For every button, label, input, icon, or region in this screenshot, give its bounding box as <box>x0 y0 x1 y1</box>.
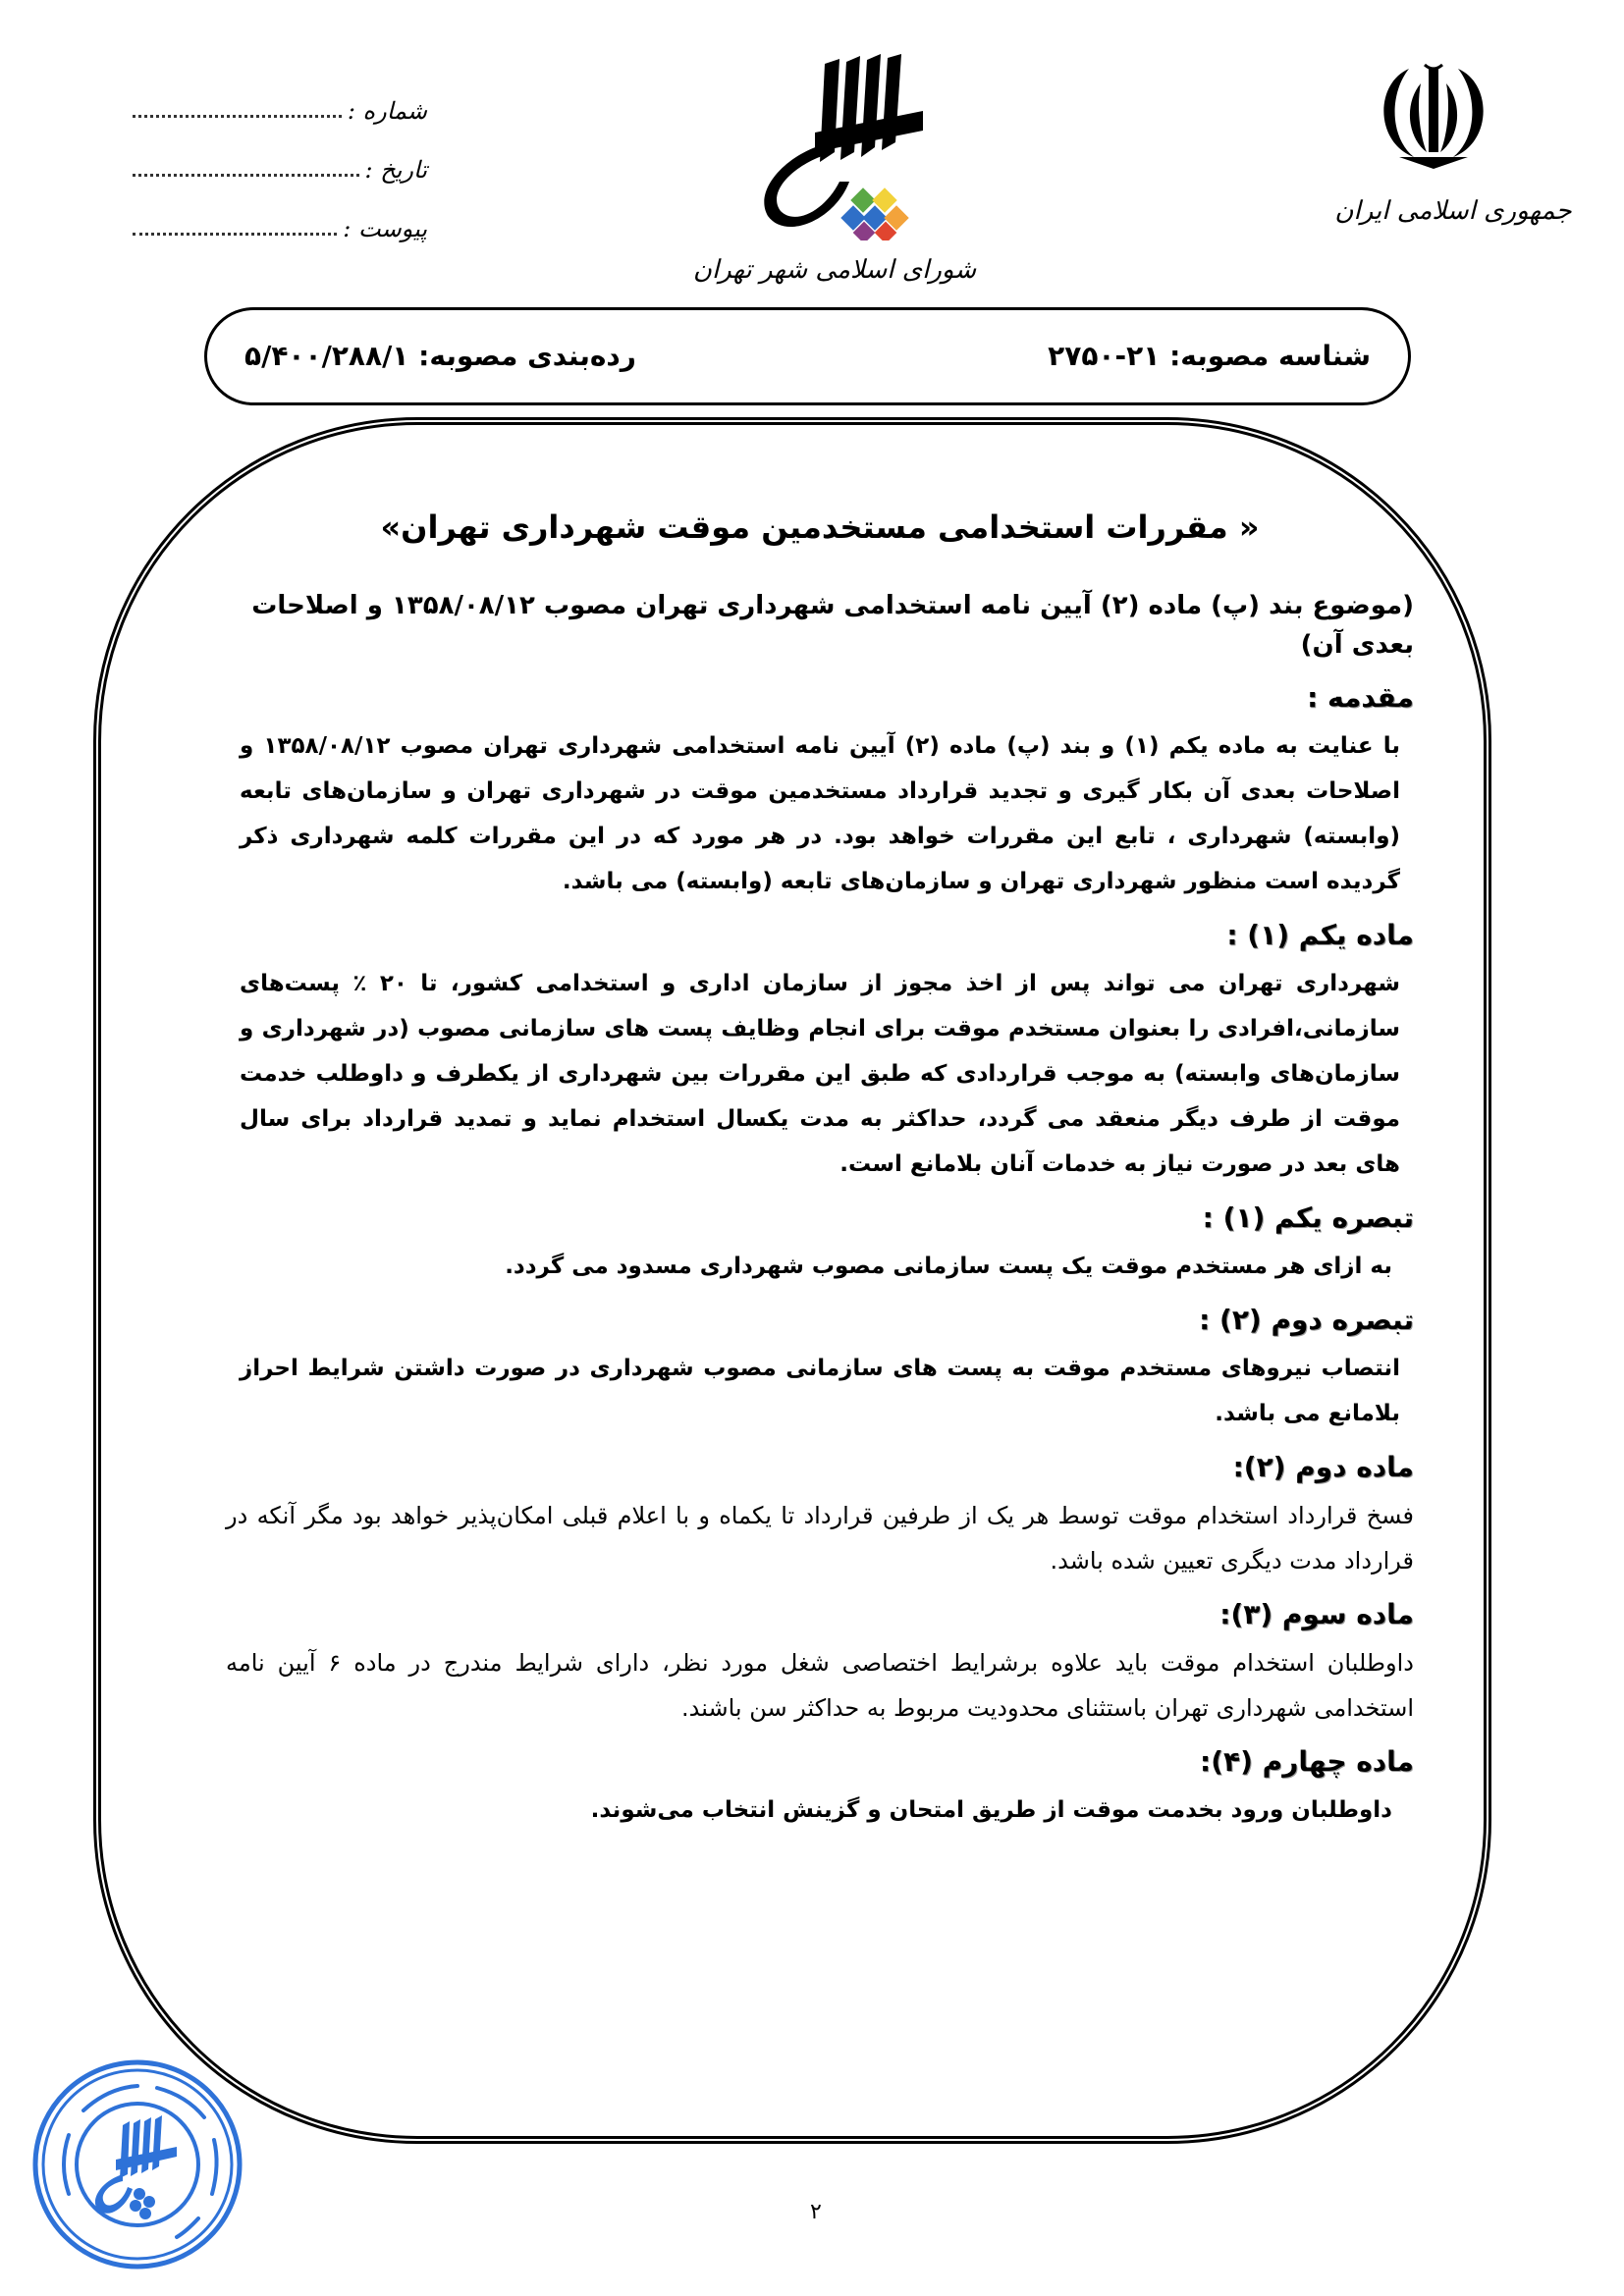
date-field <box>133 145 427 185</box>
council-logo-caption: شورای اسلامی شهر تهران <box>692 255 977 285</box>
section-heading: ماده یکم (۱) : <box>1226 919 1414 951</box>
date-label: تاریخ : <box>364 156 427 184</box>
section-note-1 <box>226 1193 1414 1289</box>
number-dotted-line <box>133 115 342 118</box>
council-emblem-icon <box>756 44 933 240</box>
section-heading: ماده دوم (۲): <box>1232 1451 1414 1483</box>
section-article-4 <box>226 1736 1414 1833</box>
document-subject: (موضوع بند (پ) ماده (۲) آیین نامه استخدامی شهرداری تهران مصوب ۱۳۵۸/۰۸/۱۲ و اصلاحات بعدی آن) <box>251 591 1414 660</box>
date-dotted-line <box>133 174 359 177</box>
tehran-council-logo <box>756 44 933 240</box>
section-paragraph: فسخ قرارداد استخدام موقت توسط هر یک از طرفین قرارداد تا یکماه و با اعلام قبلی امکان‌پذیر خواهد بود مگر آنکه در قرارداد مدت دیگری تعیین شده باشد. <box>226 1502 1414 1575</box>
section-heading: ماده چهارم (۴): <box>1200 1745 1414 1778</box>
attachment-dotted-line <box>133 233 337 236</box>
section-paragraph: با عنایت به ماده یکم (۱) و بند (پ) ماده (۲) آیین نامه استخدامی شهرداری تهران مصوب ۱۳۵۸/۰۸/۱۲ و اصلاحات بعدی آن بکار گیری و تجدید قرارداد مستخدمین موقت در شهرداری تهران و سازمان‌های تابعه (وابسته) شهرداری ، تابع این مقررات خواهد بود. در هر مورد که در این مقررات کلمه شهرداری ذکر گردیده است منظور شهرداری تهران و سازمان‌های تابعه (وابسته) می باشد. <box>240 733 1400 894</box>
section-article-1 <box>226 910 1414 1187</box>
page-number: ۲ <box>810 2200 822 2224</box>
resolution-id-box <box>204 307 1411 405</box>
section-paragraph: شهرداری تهران می تواند پس از اخذ مجوز از سازمان اداری و استخدامی کشور، تا ۲۰ ٪ پست‌های سازمانی،افرادی را بعنوان مستخدم موقت برای انجام وظایف پست های سازمانی مصوب (در شهرداری و سازمان‌های وابسته) به موجب قراردادی که طبق این مقررات بین شهرداری از یکطرف و داوطلب خدمت موقت از طرف دیگر منعقد می گردد، حداکثر به مدت یکسال استخدام نماید و تمدید قرارداد برای سال های بعد در صورت نیاز به خدمات آنان بلامانع است. <box>240 971 1401 1177</box>
iran-emblem-icon <box>1370 59 1497 177</box>
section-paragraph: داوطلبان استخدام موقت باید علاوه برشرایط اختصاصی شغل مورد نظر، دارای شرایط مندرج در ماده ۶ آیین نامه استخدامی شهرداری تهران باستثنای محدودیت مربوط به حداکثر سن باشند. <box>226 1649 1414 1722</box>
republic-caption: جمهوری اسلامی ایران <box>1334 196 1572 226</box>
section-heading: ماده سوم (۳): <box>1219 1598 1414 1630</box>
stamp-seal-icon <box>29 2056 245 2272</box>
resolution-id: شناسه مصوبه: ۲۱-۲۷۵۰ <box>1048 340 1371 372</box>
number-label: شماره : <box>347 97 427 125</box>
document-title: « مقررات استخدامی مستخدمین موقت شهرداری تهران» <box>380 508 1260 546</box>
section-note-2 <box>226 1295 1414 1436</box>
section-article-3 <box>226 1589 1414 1731</box>
logo-tiles <box>840 187 908 240</box>
section-article-2 <box>226 1442 1414 1583</box>
section-heading: تبصره یکم (۱) : <box>1202 1201 1414 1234</box>
resolution-classification: رده‌بندی مصوبه: ۵/۴۰۰/۲۸۸/۱ <box>244 340 636 372</box>
council-stamp <box>29 2056 245 2272</box>
section-paragraph: داوطلبان ورود بخدمت موقت از طریق امتحان و گزینش انتخاب می‌شوند. <box>590 1797 1392 1823</box>
section-heading: تبصره دوم (۲) : <box>1199 1304 1414 1336</box>
attachment-field <box>133 204 427 243</box>
attachment-label: پیوست : <box>343 215 427 242</box>
section-heading: مقدمه : <box>1307 681 1414 714</box>
document-body <box>226 506 1414 1839</box>
number-field <box>133 86 427 126</box>
iran-emblem <box>1370 59 1497 177</box>
section-paragraph: انتصاب نیروهای مستخدم موقت به پست های سازمانی مصوب شهرداری در صورت داشتن شرایط احراز بلامانع می باشد. <box>240 1356 1400 1426</box>
section-introduction <box>226 672 1414 904</box>
section-paragraph: به ازای هر مستخدم موقت یک پست سازمانی مصوب شهرداری مسدود می گردد. <box>505 1254 1392 1279</box>
